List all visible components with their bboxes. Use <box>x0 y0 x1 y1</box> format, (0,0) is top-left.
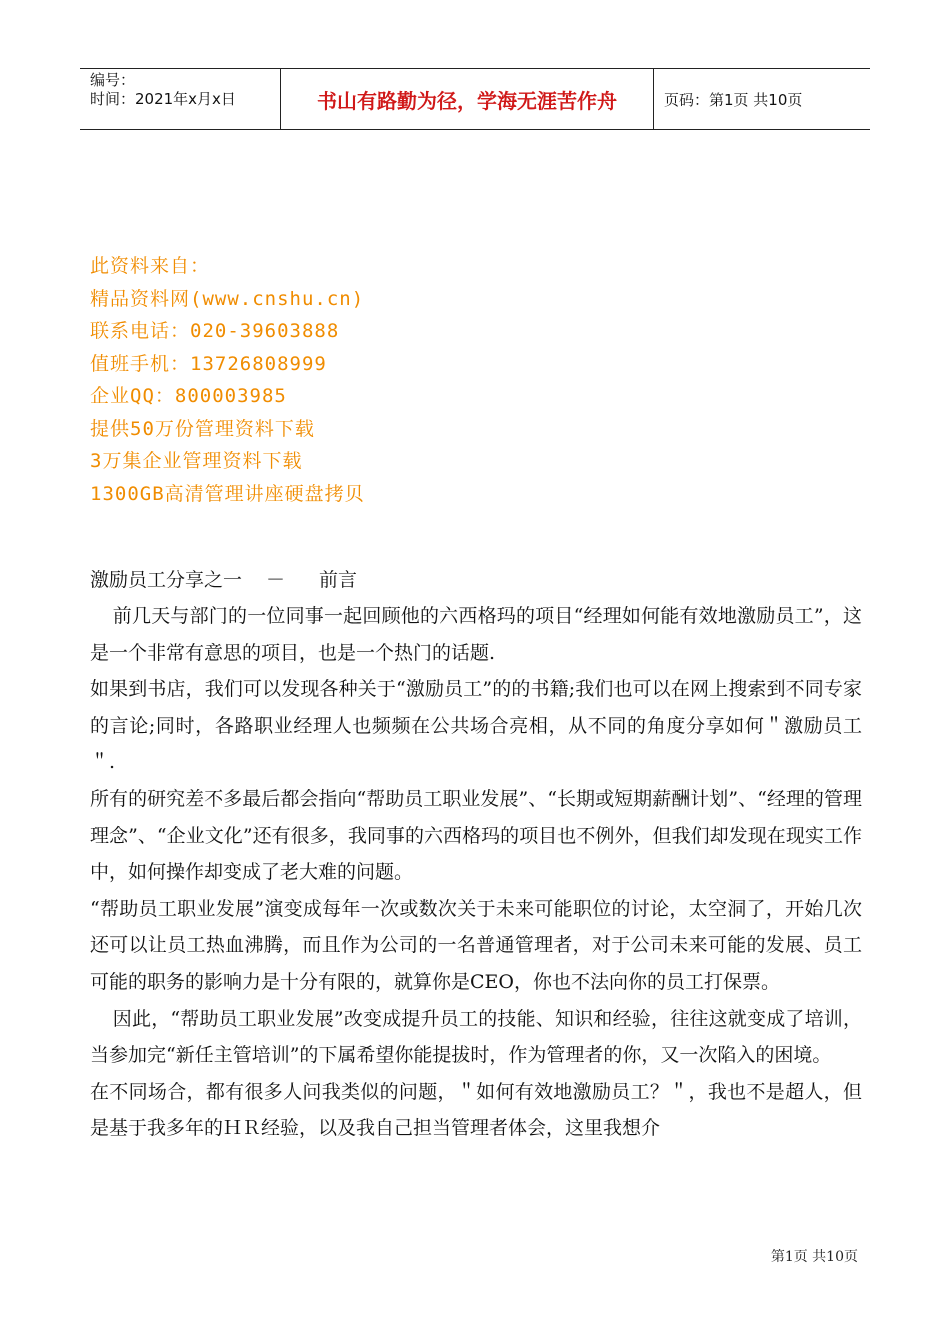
article-title-sub: 前言 <box>319 569 358 591</box>
source-website-line: 精品资料网(www.cnshu.cn) <box>90 287 365 310</box>
article-title-separator: － <box>266 569 286 591</box>
article-paragraph: 在不同场合，都有很多人问我类似的问题，＂如何有效地激励员工？＂，我也不是超人，但是基于我多年的ＨＲ经验，以及我自己担当管理者体会，这里我想介 <box>90 1080 862 1140</box>
source-line: 提供50万份管理资料下载 <box>90 417 315 440</box>
article-body <box>90 563 862 1147</box>
source-qq-line: 企业QQ：800003985 <box>90 385 287 407</box>
document-code-label: 编号： <box>90 71 136 89</box>
source-line: 此资料来自： <box>90 255 211 277</box>
header-motto: 书山有路勤为径，学海无涯苦作舟 <box>281 69 654 129</box>
source-line: 1300GB高清管理讲座硬盘拷贝 <box>90 482 365 505</box>
source-mobile-line: 值班手机：13726808999 <box>90 352 327 375</box>
page-footer-number: 第1页 共10页 <box>770 1249 858 1265</box>
header-meta-cell <box>80 69 281 129</box>
article-paragraph: 前几天与部门的一位同事一起回顾他的六西格玛的项目“经理如何能有效地激励员工”，这是一个非常有意思的项目，也是一个热门的话题. <box>90 605 862 664</box>
article-title <box>90 563 862 598</box>
article-paragraph: 所有的研究差不多最后都会指向“帮助员工职业发展”、“长期或短期薪酬计划”、“经理的管理理念”、“企业文化”还有很多，我同事的六西格玛的项目也不例外，但我们却发现在现实工作中，如何操作却变成了老大难的问题。 <box>90 787 862 884</box>
source-info-block <box>90 250 365 510</box>
header-page-number: 页码：第1页 共10页 <box>664 90 803 109</box>
page-header <box>80 68 870 130</box>
source-line: 3万集企业管理资料下载 <box>90 450 303 472</box>
article-paragraph: 因此，“帮助员工职业发展”改变成提升员工的技能、知识和经验，往往这就变成了培训，当参加完“新任主管培训”的下属希望你能提拔时，作为管理者的你，又一次陷入的困境。 <box>90 1007 862 1067</box>
article-title-main: 激励员工分享之一 <box>90 569 243 591</box>
article-paragraph: “帮助员工职业发展”演变成每年一次或数次关于未来可能职位的讨论，太空洞了，开始几次还可以让员工热血沸腾，而且作为公司的一名普通管理者，对于公司未来可能的发展、员工可能的职务的影响力是十分有限的，就算你是CEO，你也不法向你的员工打保票。 <box>90 897 862 993</box>
source-phone-line: 联系电话：020-39603888 <box>90 320 340 342</box>
document-time-label: 时间：2021年x月x日 <box>90 90 236 108</box>
article-paragraph: 如果到书店，我们可以发现各种关于“激励员工”的的书籍;我们也可以在网上搜索到不同专家的言论;同时，各路职业经理人也频频在公共场合亮相，从不同的角度分享如何＂激励员工＂. <box>90 678 862 774</box>
